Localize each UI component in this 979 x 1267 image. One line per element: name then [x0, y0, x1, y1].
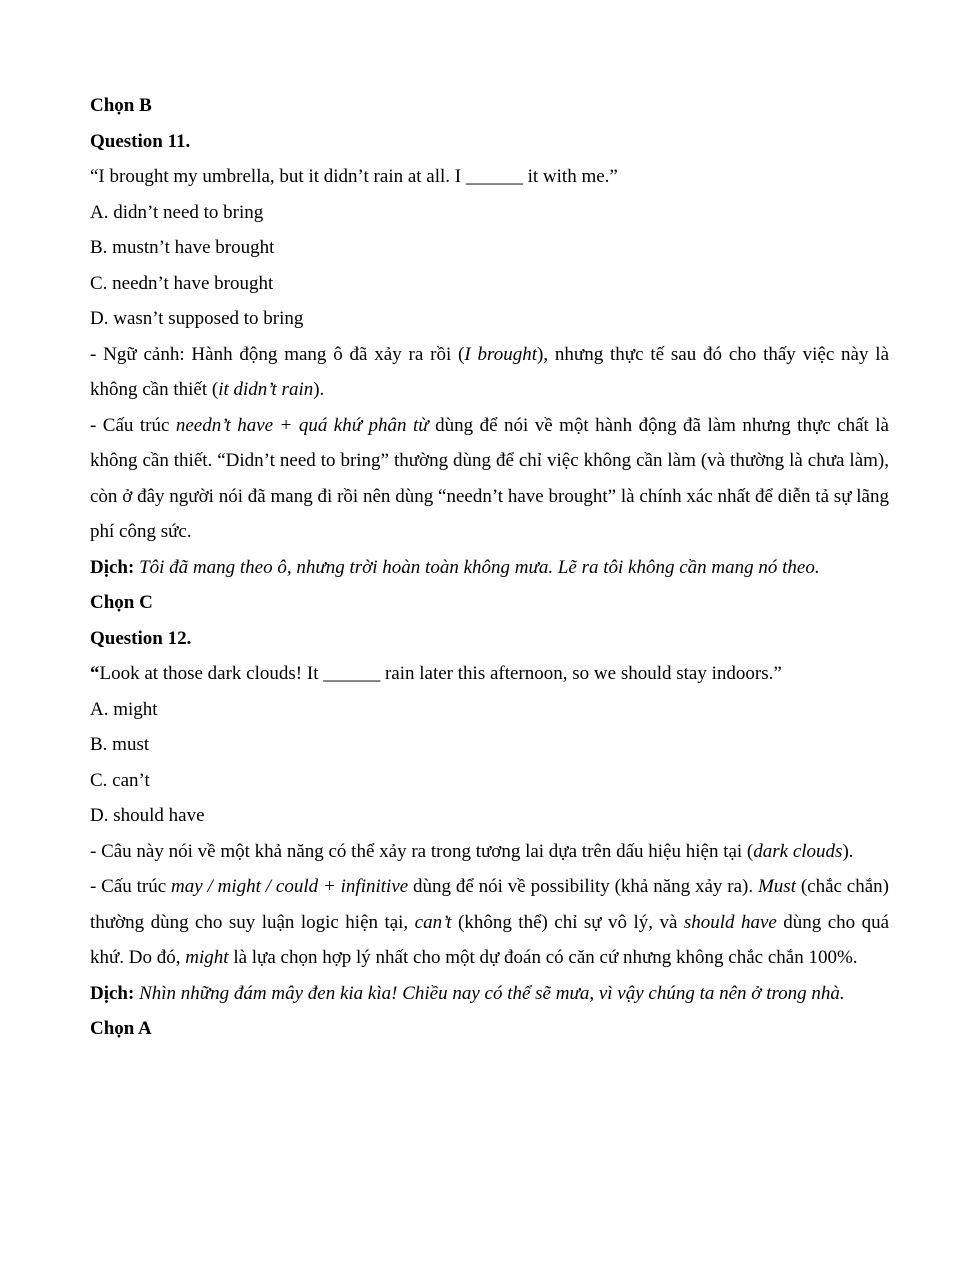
question-12-translation: [90, 976, 889, 1012]
text-run: can’t: [414, 911, 452, 933]
text-run: dùng để nói về một hành động đã làm nhưng thực chất là không cần thiết. “Didn’t need to bring” thường dùng để chỉ việc không cần làm (và thường là chưa làm), còn ở đây người nói đã mang đi rồi nên dùng “needn’t have brought” là chính xác nhất để diễn tả sự lãng phí công sức.: [90, 414, 889, 542]
question-11-option-a: [90, 195, 889, 231]
question-12-option-d: [90, 798, 889, 834]
question-11-translation: [90, 550, 889, 586]
answer-label-q11: [90, 585, 889, 621]
text-run: ).: [313, 379, 325, 400]
text-run: dùng để nói về possibility (khả năng xảy ra).: [408, 876, 758, 897]
text-run: A. might: [90, 698, 158, 720]
text-run: Must: [757, 876, 796, 897]
text-run: (chắc chắn) thường dùng cho suy luận logic hiện tại,: [90, 876, 889, 933]
text-run: Dịch:: [90, 556, 135, 578]
text-run: dùng cho quá khứ. Do đó,: [90, 911, 890, 968]
text-run: Dịch:: [90, 982, 135, 1004]
answer-label-q12: [90, 1011, 889, 1047]
text-run: C. can’t: [90, 769, 150, 791]
text-run: should have: [683, 911, 777, 933]
text-run: it didn’t rain: [218, 379, 314, 400]
question-11-text: [90, 159, 889, 195]
question-12-option-c: [90, 763, 889, 799]
text-run: Question 11.: [90, 130, 191, 152]
question-12-explanation-structure: [90, 869, 889, 976]
text-run: B. mustn’t have brought: [90, 237, 275, 258]
text-run: Nhìn những đám mây đen kia kìa! Chiều nay có thể sẽ mưa, vì vậy chúng ta nên ở trong nhà.: [134, 982, 845, 1004]
question-12-option-b: [90, 727, 889, 763]
question-11-heading: [90, 124, 889, 160]
text-run: Tôi đã mang theo ô, nhưng trời hoàn toàn không mưa. Lẽ ra tôi không cần mang nó theo.: [134, 556, 820, 578]
text-run: - Cấu trúc: [90, 414, 176, 436]
text-run: dark clouds: [753, 840, 843, 862]
text-run: Look at those dark clouds! It ______ rain later this afternoon, so we should stay indoors.”: [99, 663, 782, 684]
text-run: (không thể) chỉ sự vô lý, và: [451, 911, 684, 933]
text-run: Chọn B: [90, 95, 152, 116]
question-11-explanation-context: [90, 337, 889, 408]
text-run: “I brought my umbrella, but it didn’t rain at all. I ______ it with me.”: [90, 166, 618, 187]
answer-label-q10: [90, 88, 889, 124]
question-12-explanation-context: [90, 834, 889, 870]
question-11-option-b: [90, 230, 889, 266]
text-run: A. didn’t need to bring: [90, 201, 264, 223]
question-11-option-c: [90, 266, 889, 302]
question-12-text: [90, 656, 889, 692]
text-run: - Câu này nói về một khả năng có thể xảy ra trong tương lai dựa trên dấu hiệu hiện tại (: [90, 840, 754, 862]
text-run: D. should have: [90, 805, 205, 826]
text-run: “: [90, 663, 100, 684]
text-run: B. must: [90, 734, 150, 755]
text-run: là lựa chọn hợp lý nhất cho một dự đoán có căn cứ nhưng không chắc chắn 100%.: [228, 947, 858, 968]
text-run: needn’t have + quá khứ phân từ: [175, 414, 429, 436]
text-run: may / might / could + infinitive: [171, 876, 409, 897]
text-run: - Ngữ cảnh: Hành động mang ô đã xảy ra rồi (: [90, 343, 465, 365]
text-run: Question 12.: [90, 627, 192, 649]
text-run: Chọn C: [90, 592, 153, 613]
question-12-option-a: [90, 692, 889, 728]
question-11-explanation-structure: [90, 408, 889, 550]
text-run: C. needn’t have brought: [90, 272, 274, 294]
text-run: ).: [842, 840, 854, 862]
text-run: I brought: [464, 343, 538, 365]
text-run: ), nhưng thực tế sau đó cho thấy việc này là không cần thiết (: [90, 343, 890, 400]
text-run: D. wasn’t supposed to bring: [90, 308, 304, 329]
question-11-option-d: [90, 301, 889, 337]
document-body: [90, 88, 889, 1047]
text-run: Chọn A: [90, 1018, 152, 1039]
text-run: - Cấu trúc: [90, 876, 172, 897]
question-12-heading: [90, 621, 889, 657]
text-run: might: [185, 947, 229, 968]
